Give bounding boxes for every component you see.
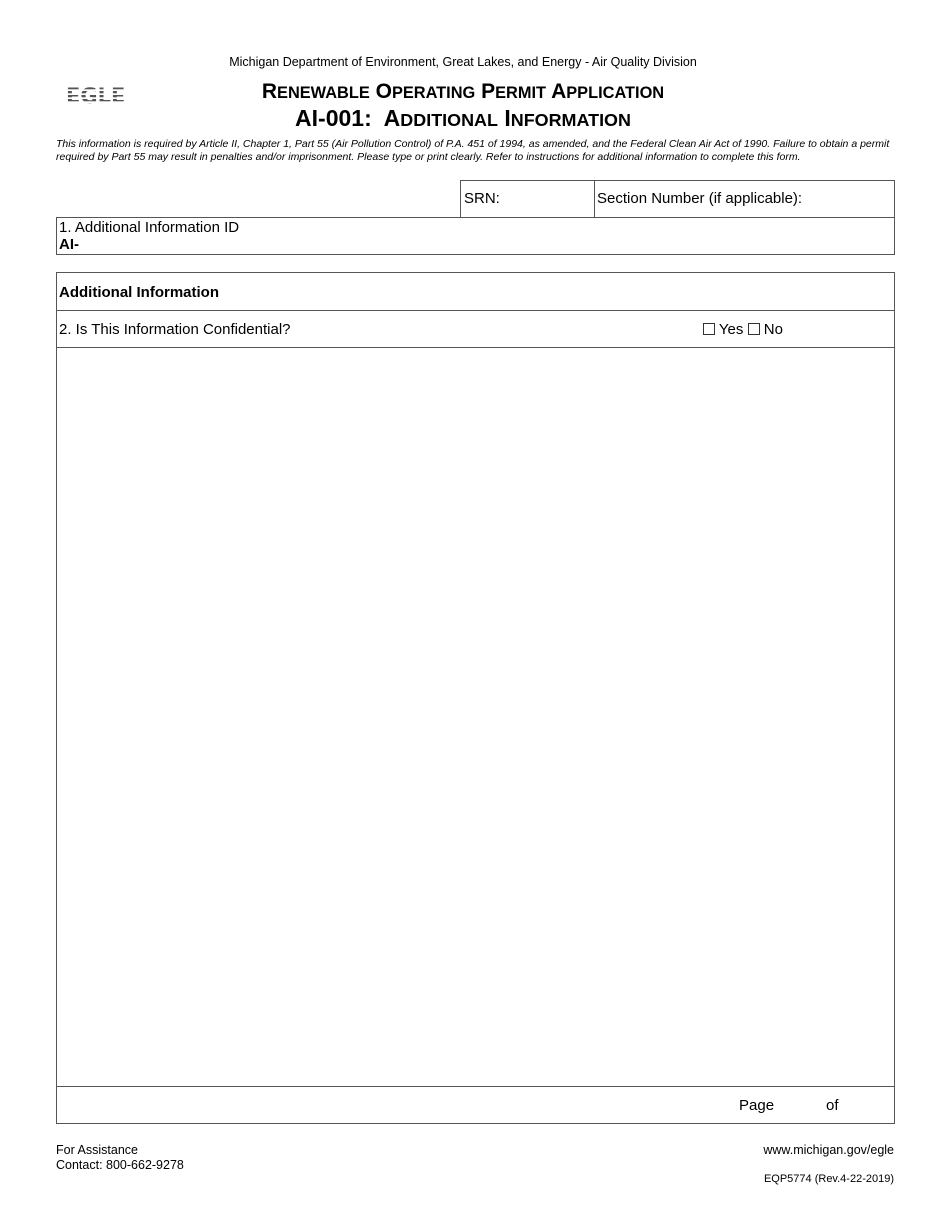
confidential-options	[703, 321, 783, 338]
additional-info-heading: Additional Information	[59, 284, 219, 301]
form-subtitle: AI-001: ADDITIONAL INFORMATION	[295, 105, 631, 131]
additional-info-section	[56, 272, 895, 1124]
logo-text: EGLE	[66, 84, 126, 107]
divider	[57, 310, 894, 311]
of-label: of	[826, 1097, 839, 1114]
form-title: RENEWABLE OPERATING PERMIT APPLICATION	[261, 80, 665, 103]
page-label: Page	[739, 1097, 775, 1114]
yes-checkbox[interactable]	[703, 323, 715, 335]
form-number: EQP5774 (Rev.4-22-2019)	[763, 1173, 894, 1185]
assistance-label: For Assistance	[56, 1143, 138, 1157]
section-number-field[interactable]	[594, 180, 895, 218]
assistance-info	[56, 1143, 184, 1173]
confidential-question: 2. Is This Information Confidential?	[59, 321, 291, 338]
website-link[interactable]: www.michigan.gov/egle	[763, 1143, 894, 1157]
section-number-label: Section Number (if applicable):	[597, 190, 803, 207]
no-label: No	[763, 321, 783, 338]
additional-info-id-label: 1. Additional Information ID	[59, 219, 240, 236]
yes-label: Yes	[718, 321, 744, 338]
divider	[57, 1086, 894, 1087]
legal-notice: This information is required by Article II, Chapter 1, Part 55 (Air Pollution Control) of P.A. 451 of 1994, as amended, and the Federal Clean Air Act of 1990. Failure to obtain a permit required by Part 55 may result in penalties and/or imprisonment. Please type or print clearly. Refer to instructions for additional information to complete this form.	[56, 138, 890, 163]
no-checkbox[interactable]	[748, 323, 760, 335]
additional-info-text-area[interactable]	[57, 348, 894, 1086]
additional-info-id-prefix: AI-	[59, 236, 79, 253]
additional-info-id-field[interactable]	[56, 217, 895, 255]
srn-field[interactable]	[460, 180, 595, 218]
department-header: Michigan Department of Environment, Great Lakes, and Energy - Air Quality Division	[229, 55, 697, 69]
srn-label: SRN:	[464, 190, 500, 207]
assistance-contact: Contact: 800-662-9278	[56, 1158, 184, 1172]
